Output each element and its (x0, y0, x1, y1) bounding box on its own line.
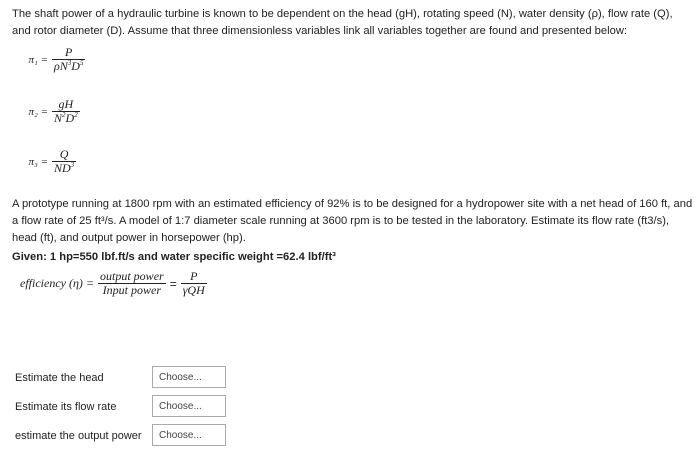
efficiency-num1: output power (100, 269, 164, 283)
pi1-den-exp2: 5 (79, 59, 84, 67)
efficiency-den2: γQH (182, 283, 205, 297)
intro-text: The shaft power of a hydraulic turbine is known to be dependent on the head (gH), rotating speed (N), water density (ρ), flow rate (Q), and rotor diameter (D). Assume that three dimensionless variables link all variables together are found and presented below: (12, 8, 673, 37)
pi3-equation (6, 148, 76, 175)
problem-text: A prototype running at 1800 rpm with an estimated efficiency of 92% is to be designed for a hydropower site with a net head of 160 ft, and a flow rate of 25 ft³/s. A model of 1:7 diameter scale running at 3600 rpm is to be tested in the laboratory. Estimate its flow rate (ft3/s), head (ft), and output power in horsepower (hp). (12, 198, 693, 244)
question-head-label: Estimate the head (15, 372, 104, 384)
pi1-equation (6, 46, 85, 73)
pi2-den-exp2: 2 (74, 111, 78, 119)
efficiency-num2: P (190, 269, 198, 283)
question-flow-label: Estimate its flow rate (15, 401, 117, 413)
efficiency-den1: Input power (102, 283, 162, 297)
pi3-den-exp1: 3 (70, 161, 75, 169)
efficiency-equation (20, 270, 207, 297)
efficiency-label: efficiency (η) = (20, 276, 95, 290)
pi2-equation (6, 98, 80, 125)
pi3-numerator: Q (59, 147, 69, 161)
efficiency-equals: = (169, 276, 177, 291)
pi1-den-exp1: 3 (67, 59, 72, 67)
pi2-den-base: N (54, 111, 63, 125)
pi1-den-mid: D (71, 59, 80, 73)
question-power-label: estimate the output power (15, 430, 142, 442)
flow-rate-select[interactable]: Choose... (152, 395, 226, 417)
pi2-numerator: gH (58, 97, 74, 111)
pi3-lhs: π₃ = (28, 155, 48, 168)
output-power-select[interactable]: Choose... (152, 424, 226, 446)
pi2-den-exp1: 2 (62, 111, 66, 119)
pi1-lhs: π₁ = (28, 53, 48, 66)
pi3-den-base: ND (54, 161, 71, 175)
pi1-den-base: ρN (54, 59, 68, 73)
pi1-numerator: P (65, 45, 73, 59)
given-text: Given: 1 hp=550 lbf.ft/s and water specific weight =62.4 lbf/ft³ (12, 251, 336, 263)
head-select[interactable]: Choose... (152, 366, 226, 388)
pi2-den-mid: D (65, 111, 75, 125)
pi2-lhs: π₂ = (28, 105, 48, 118)
